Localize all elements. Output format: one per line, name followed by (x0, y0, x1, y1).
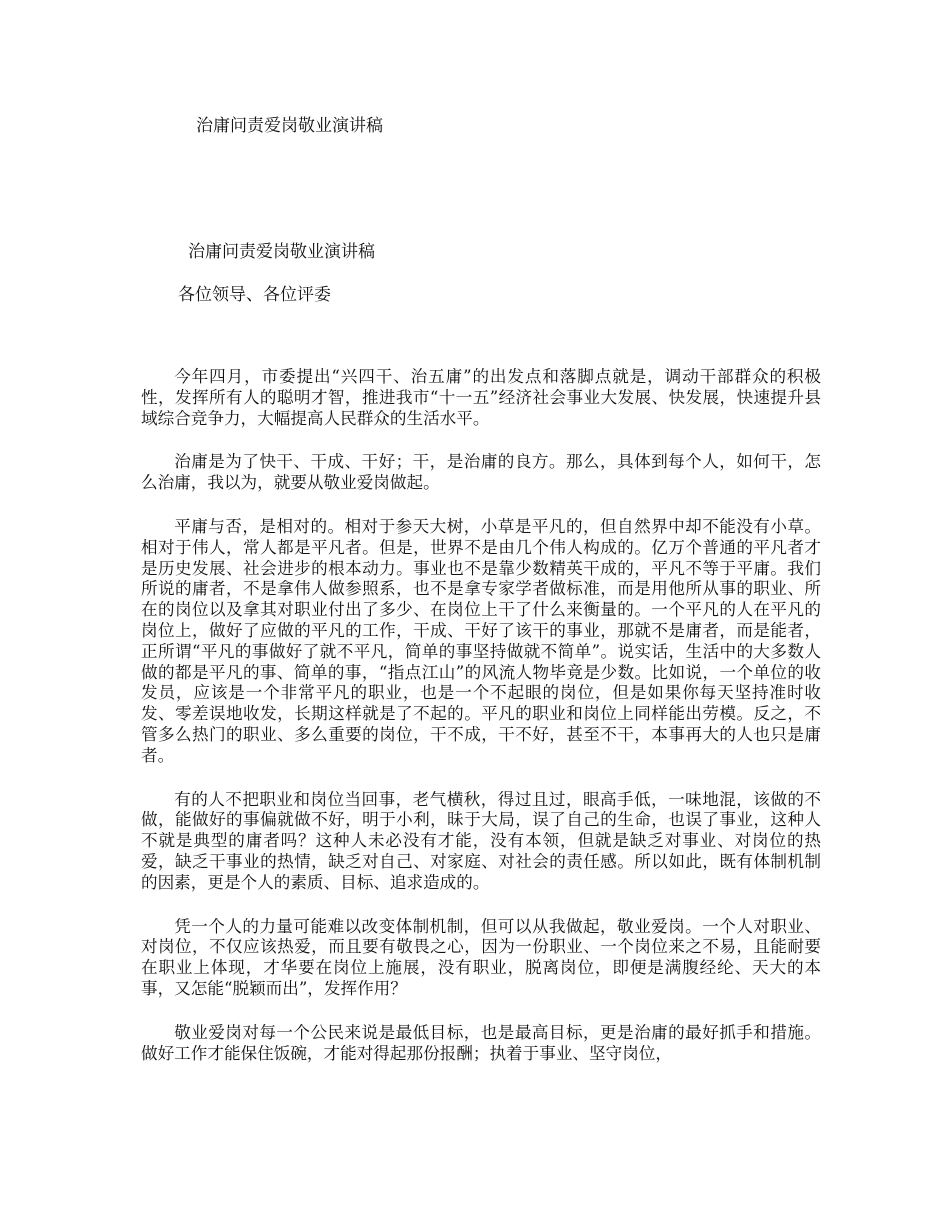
paragraph: 平庸与否，是相对的。相对于参天大树，小草是平凡的，但自然界中却不能没有小草。相对于伟人，常人都是平凡者。但是，世界不是由几个伟人构成的。亿万个普通的平凡者才是历史发展、社会进步的根本动力。事业也不是靠少数精英干成的，平凡不等于平庸。我们所说的庸者，不是拿伟人做参照系，也不是拿专家学者做标准，而是用他所从事的职业、所在的岗位以及拿其对职业付出了多少、在岗位上干了什么来衡量的。一个平凡的人在平凡的岗位上，做好了应做的平凡的工作，干成、干好了该干的事业，那就不是庸者，而是能者，正所谓“平凡的事做好了就不平凡，简单的事坚持做就不简单”。说实话，生活中的大多数人做的都是平凡的事、简单的事，“指点江山”的风流人物毕竟是少数。比如说，一个单位的收发员，应该是一个非常平凡的职业，也是一个不起眼的岗位，但是如果你每天坚持准时收发、零差误地收发，长期这样就是了不起的。平凡的职业和岗位上同样能出劳模。反之，不管多么热门的职业、多么重要的岗位，干不成，干不好，甚至不干，本事再大的人也只是庸者。 (141, 516, 821, 765)
paragraph: 有的人不把职业和岗位当回事，老气横秋，得过且过，眼高手低，一味地混，该做的不做，能做好的事偏就做不好，明于小利，昧于大局，误了自己的生命，也误了事业，这种人不就是典型的庸者吗？这种人未必没有才能，没有本领，但就是缺乏对事业、对岗位的热爱，缺乏干事业的热情，缺乏对自己、对家庭、对社会的责任感。所以如此，既有体制机制的因素，更是个人的素质、目标、追求造成的。 (141, 789, 821, 892)
salutation: 各位领导、各位评委 (178, 285, 331, 305)
paragraph: 敬业爱岗对每一个公民来说是最低目标，也是最高目标，更是治庸的最好抓手和措施。做好工作才能保住饭碗，才能对得起那份报酬；执着于事业、坚守岗位， (141, 1022, 821, 1063)
paragraph: 今年四月，市委提出“兴四干、治五庸”的出发点和落脚点就是，调动干部群众的积极性，发挥所有人的聪明才智，推进我市“十一五”经济社会事业大发展、快发展，快速提升县域综合竞争力，大幅提高人民群众的生活水平。 (141, 367, 821, 428)
document-title: 治庸问责爱岗敬业演讲稿 (188, 242, 375, 262)
paragraph: 治庸是为了快干、干成、干好；干，是治庸的良方。那么，具体到每个人，如何干，怎么治庸，我以为，就要从敬业爱岗做起。 (141, 452, 821, 493)
paragraph: 凭一个人的力量可能难以改变体制机制，但可以从我做起，敬业爱岗。一个人对职业、对岗位，不仅应该热爱，而且要有敬畏之心，因为一份职业、一个岗位来之不易，且能耐要在职业上体现，才华要在岗位上施展，没有职业，脱离岗位，即便是满腹经纶、天大的本事，又怎能“脱颖而出”，发挥作用？ (141, 916, 821, 998)
header-title: 治庸问责爱岗敬业演讲稿 (196, 116, 383, 136)
document-body (141, 367, 821, 1087)
